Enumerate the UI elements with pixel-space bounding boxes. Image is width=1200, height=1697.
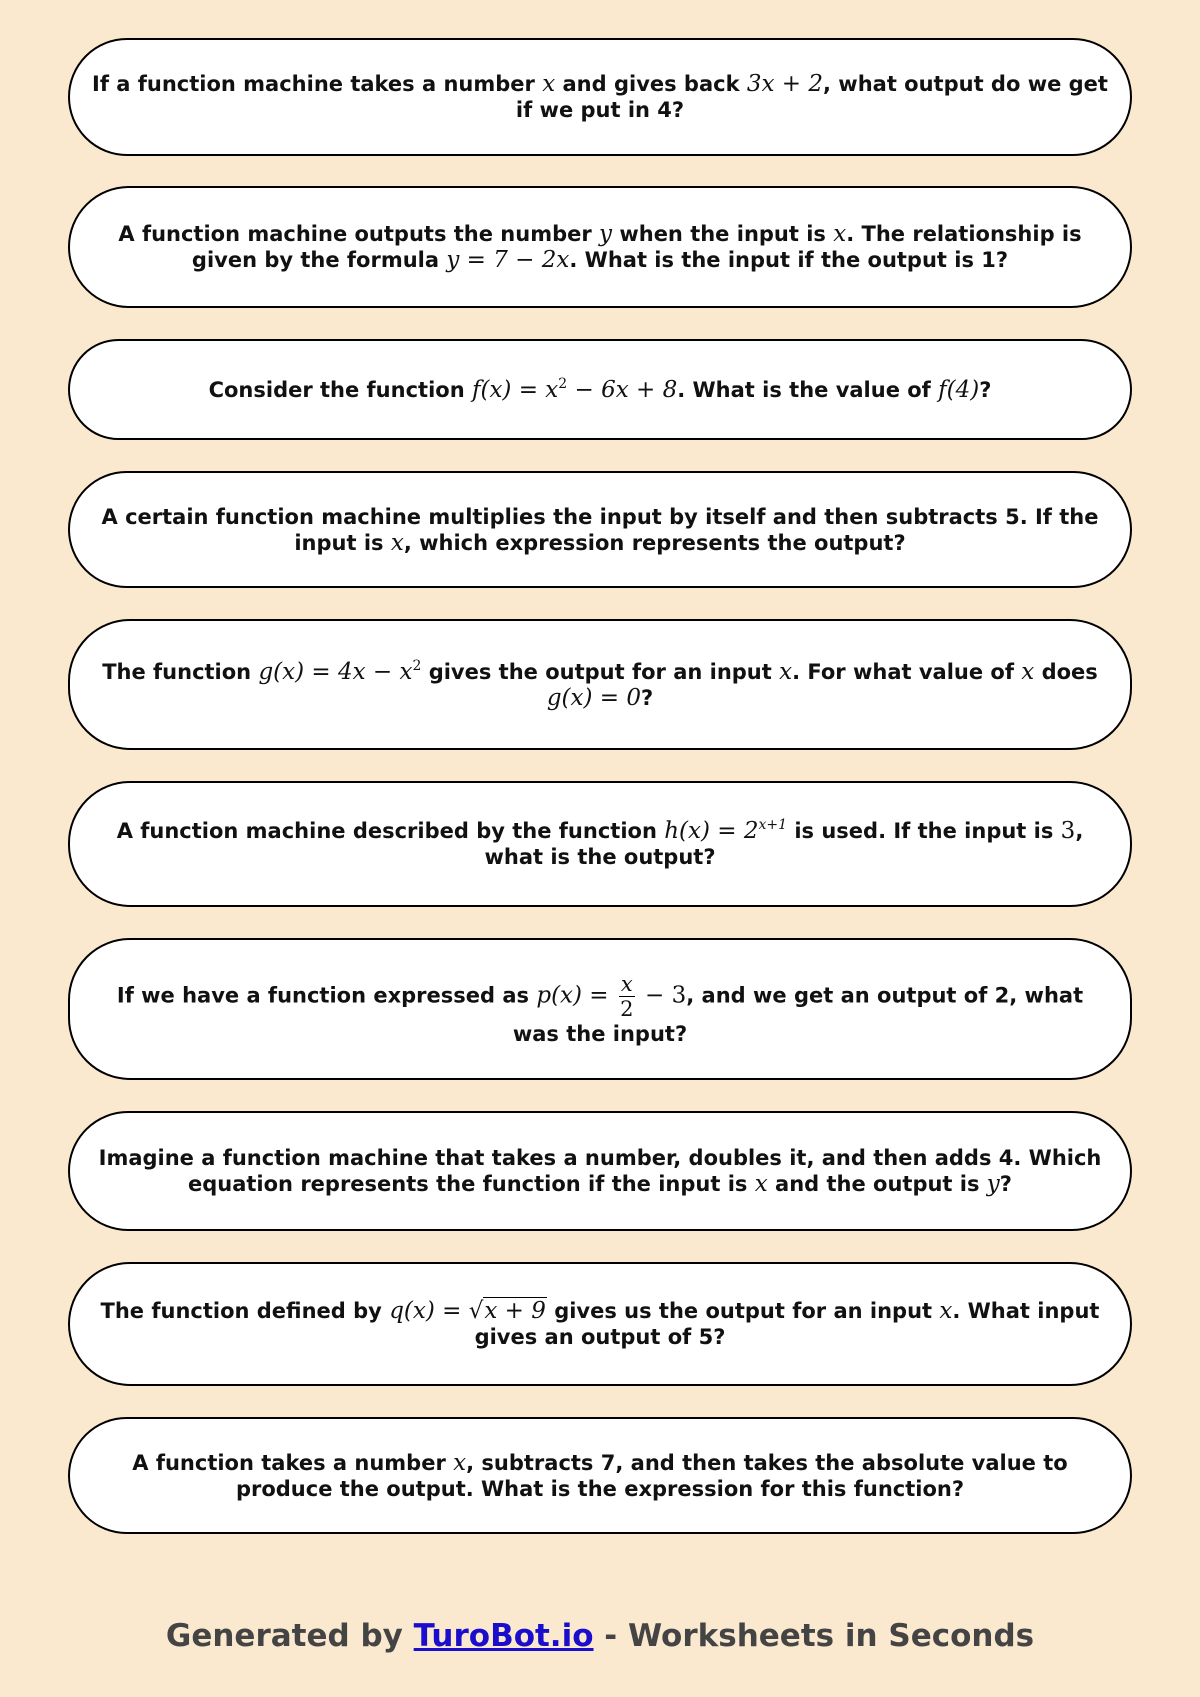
question-text: The function defined by q(x) = √x + 9 gives us the output for an input x. What input gives an output of 5? [100, 1298, 1100, 1349]
question-text: Imagine a function machine that takes a number, doubles it, and then adds 4. Which equation represents the function if the input is x and the output is y? [98, 1146, 1102, 1197]
question-card-5 [68, 619, 1132, 750]
question-card-1 [68, 38, 1132, 156]
question-card-3 [68, 339, 1132, 440]
turobot-link[interactable]: TuroBot.io [413, 1618, 594, 1654]
question-text: If a function machine takes a number x and gives back 3x + 2, what output do we get if we put in 4? [92, 71, 1108, 122]
question-card-10 [68, 1417, 1132, 1534]
question-text: A function machine outputs the number y when the input is x. The relationship is given by the formula y = 7 − 2x. What is the input if the output is 1? [118, 221, 1082, 273]
question-card-2 [68, 186, 1132, 308]
question-list [68, 38, 1132, 1534]
question-text: A function machine described by the function $h(x) = 2^{x+1}$ is used. If the input is 3, what is the output? [116, 817, 1084, 869]
footer-prefix: Generated by [165, 1618, 414, 1654]
square-root: √x + 9 [468, 1298, 546, 1324]
question-text: Consider the function $f(x) = x^2 - 6x + 8$. What is the value of f(4)? [208, 375, 992, 403]
question-text: If we have a function expressed as p(x) = $\frac{x}{2}$ − 3, and we get an output of 2, what was the input? [116, 971, 1084, 1046]
question-card-8 [68, 1111, 1132, 1231]
question-text: The function $g(x) = 4x - x^2$ gives the output for an input x. For what value of x does g(x) = 0? [102, 657, 1098, 711]
footer [0, 1618, 1200, 1654]
question-text: A function takes a number x, subtracts 7, and then takes the absolute value to produce the output. What is the expression for this function? [132, 1449, 1068, 1501]
footer-suffix: - Worksheets in Seconds [593, 1618, 1035, 1654]
question-card-6 [68, 781, 1132, 907]
question-text: A certain function machine multiplies the input by itself and then subtracts 5. If the input is x, which expression represents the output? [101, 504, 1099, 556]
question-card-7 [68, 938, 1132, 1080]
fraction: $\frac{x}{2}$ [620, 971, 634, 1021]
question-card-4 [68, 471, 1132, 588]
question-card-9 [68, 1262, 1132, 1386]
